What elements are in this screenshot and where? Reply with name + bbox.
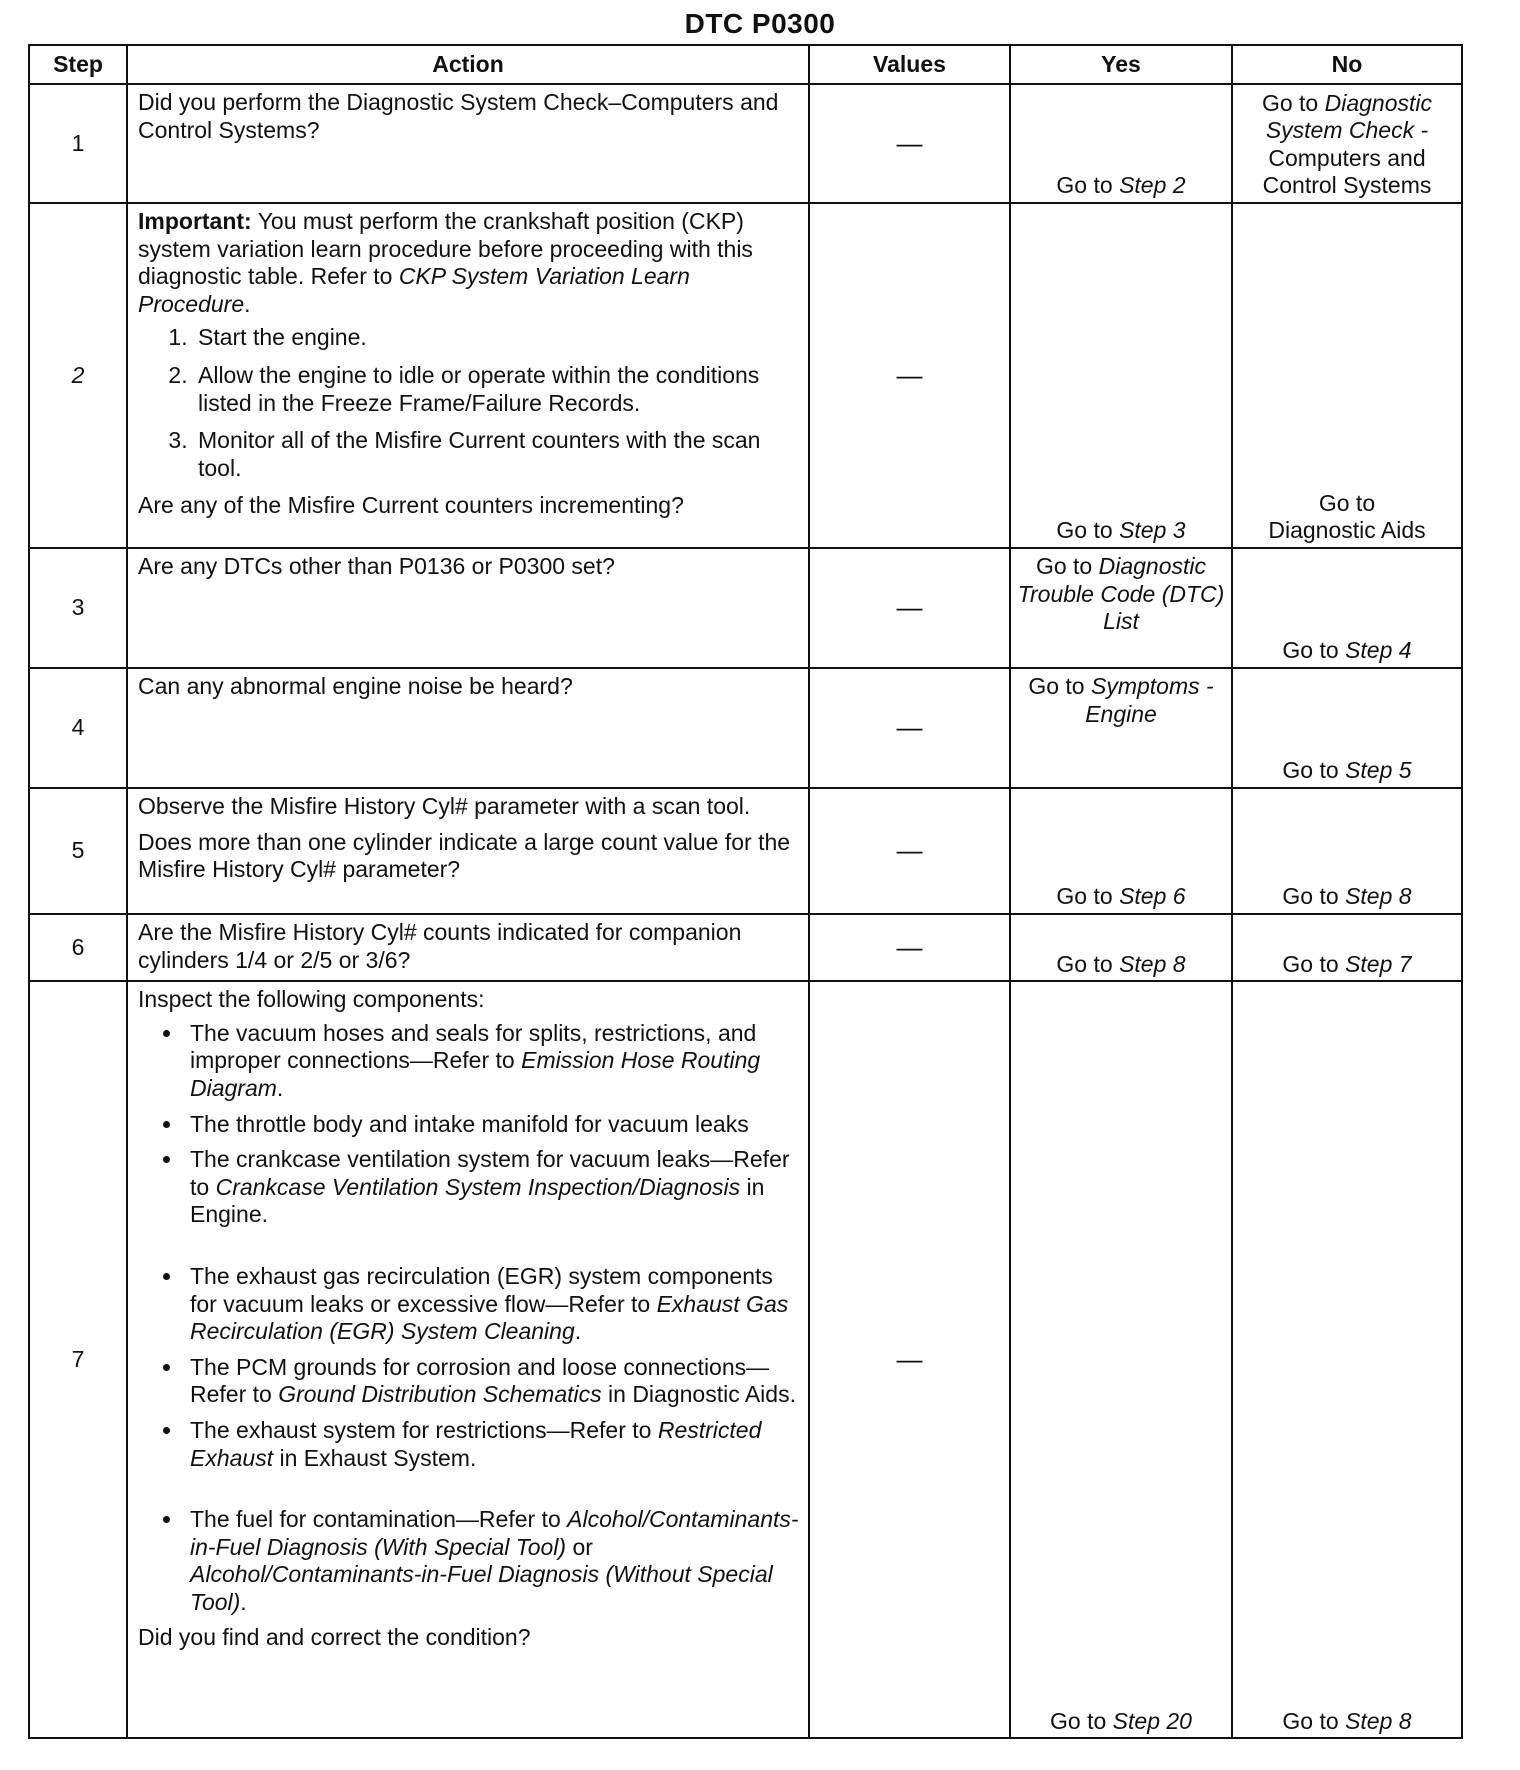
yes-cell xyxy=(1010,668,1232,788)
values-cell xyxy=(809,548,1010,668)
go-to-label: Go to xyxy=(1056,517,1113,544)
step-number: 3 xyxy=(29,548,127,668)
question-text: Does more than one cylinder indicate a large count value for the Misfire History Cyl# parameter? xyxy=(138,828,791,883)
question-text: Can any abnormal engine noise be heard? xyxy=(138,673,573,699)
yes-cell xyxy=(1010,548,1232,668)
step-link[interactable]: Step 8 xyxy=(1119,950,1186,977)
values-cell xyxy=(809,981,1010,1738)
list-item: 3. Monitor all of the Misfire Current counters with the scan tool. xyxy=(194,427,800,482)
table-row xyxy=(29,981,1462,1738)
no-cell xyxy=(1232,914,1462,981)
action-cell xyxy=(127,668,809,788)
table-row xyxy=(29,84,1462,203)
diagnostic-system-check-link[interactable]: Diagnostic System Check - xyxy=(1265,89,1433,144)
list-item: • The exhaust system for restrictions—Refer to Restricted Exhaust in Exhaust System. xyxy=(184,1417,800,1472)
go-to-label: Go to xyxy=(1056,950,1113,977)
item-tail: in Engine xyxy=(190,1173,765,1228)
fuel-diagnosis-special-tool-link[interactable]: Alcohol/Contaminants-in-Fuel Diagnosis (With Special Tool) xyxy=(190,1506,799,1560)
header-step: Step xyxy=(29,45,127,84)
step-link[interactable]: Step 8 xyxy=(1345,883,1412,910)
go-to-label: Go to xyxy=(1282,950,1339,977)
yes-cell xyxy=(1010,981,1232,1738)
header-values: Values xyxy=(809,45,1010,84)
question-text: Did you perform the Diagnostic System Check–Computers and Control Systems? xyxy=(138,89,779,143)
question-text: Are the Misfire History Cyl# counts indicated for companion cylinders 1/4 or 2/5 or 3/6? xyxy=(138,919,742,973)
item-text: The exhaust gas recirculation (EGR) system components for vacuum leaks or excessive flow—Refer to xyxy=(190,1262,773,1317)
values-cell xyxy=(809,203,1010,548)
no-cell xyxy=(1232,981,1462,1738)
dash-value: — xyxy=(896,359,923,390)
step-link[interactable]: Step 2 xyxy=(1119,172,1186,199)
header-no: No xyxy=(1232,45,1462,84)
no-cell xyxy=(1232,548,1462,668)
question-text: Are any of the Misfire Current counters incrementing? xyxy=(138,492,684,519)
important-text: You must perform the crankshaft position (CKP) system variation learn procedure before proceeding with this diagnostic table. Refer to xyxy=(138,208,753,290)
important-note: Important: You must perform the crankshaft position (CKP) system variation learn procedure before proceeding with this diagnostic table. Refer to CKP System Variation Learn Procedure. xyxy=(138,208,753,317)
header-action: Action xyxy=(127,45,809,84)
dash-value: — xyxy=(896,1344,923,1375)
item-text: The fuel for contamination—Refer to xyxy=(190,1506,561,1533)
item-text: The crankcase ventilation system for vacuum leaks—Refer to xyxy=(190,1146,790,1200)
list-item: 1. Start the engine. xyxy=(194,324,800,352)
step-link[interactable]: Step 3 xyxy=(1119,517,1186,544)
step-link[interactable]: Step 4 xyxy=(1345,637,1412,664)
table-row xyxy=(29,788,1462,914)
values-cell xyxy=(809,84,1010,203)
step-number: 5 xyxy=(29,788,127,914)
go-to-label: Go to xyxy=(1282,637,1339,664)
restricted-exhaust-link[interactable]: Restricted Exhaust xyxy=(190,1416,762,1471)
step-number-text: 2 xyxy=(71,361,85,388)
no-cell xyxy=(1232,203,1462,548)
table-row xyxy=(29,914,1462,981)
values-cell xyxy=(809,668,1010,788)
yes-cell xyxy=(1010,788,1232,914)
table-row xyxy=(29,668,1462,788)
go-to-label: Go to xyxy=(1050,1707,1107,1734)
dash-value: — xyxy=(896,712,923,743)
values-cell xyxy=(809,788,1010,914)
go-to-label: Go to xyxy=(1056,172,1113,199)
step-link[interactable]: Step 8 xyxy=(1345,1707,1412,1734)
item-text: The PCM grounds for corrosion and loose connections—Refer to xyxy=(190,1353,770,1408)
go-to-label: Go to xyxy=(1056,883,1113,910)
go-to-label: Go to xyxy=(1028,673,1085,699)
symptoms-engine-link[interactable]: Symptoms - Engine xyxy=(1085,673,1214,727)
item-tail: in Exhaust System xyxy=(279,1444,470,1471)
action-cell xyxy=(127,84,809,203)
values-cell xyxy=(809,914,1010,981)
item-tail: in Diagnostic Aids xyxy=(608,1381,790,1408)
procedure-list xyxy=(138,324,800,482)
page-title: DTC P0300 xyxy=(684,8,836,39)
list-item: • The PCM grounds for corrosion and loose connections—Refer to Ground Distribution Schematics in Diagnostic Aids. xyxy=(184,1354,800,1409)
step-link[interactable]: Step 7 xyxy=(1345,950,1412,977)
dash-value: — xyxy=(896,835,923,866)
item-text: The vacuum hoses and seals for splits, restrictions, and improper connections—Refer to xyxy=(190,1019,757,1074)
emission-hose-link[interactable]: Emission Hose Routing Diagram xyxy=(190,1047,761,1101)
table-row xyxy=(29,203,1462,548)
diagnostic-aids-link[interactable]: Diagnostic Aids xyxy=(1268,517,1426,544)
instruction-text: Observe the Misfire History Cyl# parameter with a scan tool. xyxy=(138,793,751,819)
item-or: or xyxy=(572,1533,593,1560)
no-cell xyxy=(1232,668,1462,788)
question-text: Did you find and correct the condition? xyxy=(138,1624,531,1651)
go-to-label: Go to xyxy=(1035,553,1093,579)
go-to-label: Go to xyxy=(1318,489,1376,516)
crankcase-ventilation-link[interactable]: Crankcase Ventilation System Inspection/Diagnosis xyxy=(215,1173,741,1200)
list-item: • The fuel for contamination—Refer to Alcohol/Contaminants-in-Fuel Diagnosis (With Special Tool) or Alcohol/Contaminants-in-Fuel Diagnosis (Without Special Tool). xyxy=(184,1506,800,1616)
dash-value: — xyxy=(896,127,923,158)
egr-cleaning-link[interactable]: Exhaust Gas Recirculation (EGR) System Cleaning xyxy=(190,1290,789,1345)
list-item xyxy=(184,1111,800,1139)
step-link[interactable]: Step 20 xyxy=(1112,1707,1192,1734)
action-cell xyxy=(127,203,809,548)
action-cell xyxy=(127,981,809,1738)
go-to-label: Go to xyxy=(1282,1707,1339,1734)
list-item: 2. Allow the engine to idle or operate within the conditions listed in the Freeze Frame/Failure Records. xyxy=(194,362,800,417)
important-label: Important: xyxy=(138,208,252,234)
list-item: • The crankcase ventilation system for vacuum leaks—Refer to Crankcase Ventilation System Inspection/Diagnosis in Engine. xyxy=(184,1146,800,1229)
no-cell xyxy=(1232,84,1462,203)
step-link[interactable]: Step 6 xyxy=(1119,883,1186,910)
question-text: Are any DTCs other than P0136 or P0300 set? xyxy=(138,553,615,579)
item-text: The exhaust system for restrictions—Refer to xyxy=(190,1416,652,1443)
dtc-list-link[interactable]: Diagnostic Trouble Code (DTC) List xyxy=(1017,553,1225,635)
go-to-label: Go to xyxy=(1282,757,1339,784)
go-to-label: Go to xyxy=(1261,89,1319,116)
step-number: 6 xyxy=(29,914,127,981)
fuel-diagnosis-without-tool-link[interactable]: Alcohol/Contaminants-in-Fuel Diagnosis (Without Special Tool) xyxy=(190,1561,773,1615)
diagnostic-table xyxy=(28,44,1463,1739)
no-text: Computers and Control Systems xyxy=(1262,144,1432,199)
list-item: • The vacuum hoses and seals for splits, restrictions, and improper connections—Refer to Emission Hose Routing Diagram. xyxy=(184,1020,800,1103)
action-cell xyxy=(127,914,809,981)
ckp-procedure-link[interactable]: CKP System Variation Learn Procedure xyxy=(138,263,690,317)
header-row xyxy=(29,45,1462,84)
go-to-label: Go to xyxy=(1282,883,1339,910)
no-cell xyxy=(1232,788,1462,914)
header-yes: Yes xyxy=(1010,45,1232,84)
step-number xyxy=(29,203,127,548)
yes-cell xyxy=(1010,84,1232,203)
action-cell xyxy=(127,788,809,914)
step-number: 7 xyxy=(29,981,127,1738)
list-item: • The exhaust gas recirculation (EGR) system components for vacuum leaks or excessive flow—Refer to Exhaust Gas Recirculation (EGR) System Cleaning. xyxy=(184,1263,800,1346)
step-number: 4 xyxy=(29,668,127,788)
yes-cell xyxy=(1010,203,1232,548)
ground-distribution-link[interactable]: Ground Distribution Schematics xyxy=(278,1381,602,1408)
intro-text: Inspect the following components: xyxy=(138,986,485,1013)
step-number: 1 xyxy=(29,84,127,203)
step-link[interactable]: Step 5 xyxy=(1345,757,1412,784)
action-cell xyxy=(127,548,809,668)
yes-cell xyxy=(1010,914,1232,981)
dash-value: — xyxy=(896,592,923,623)
table-row xyxy=(29,548,1462,668)
dash-value: — xyxy=(896,932,923,962)
item-text: The throttle body and intake manifold for vacuum leaks xyxy=(190,1110,749,1137)
inspection-list xyxy=(138,1020,800,1617)
